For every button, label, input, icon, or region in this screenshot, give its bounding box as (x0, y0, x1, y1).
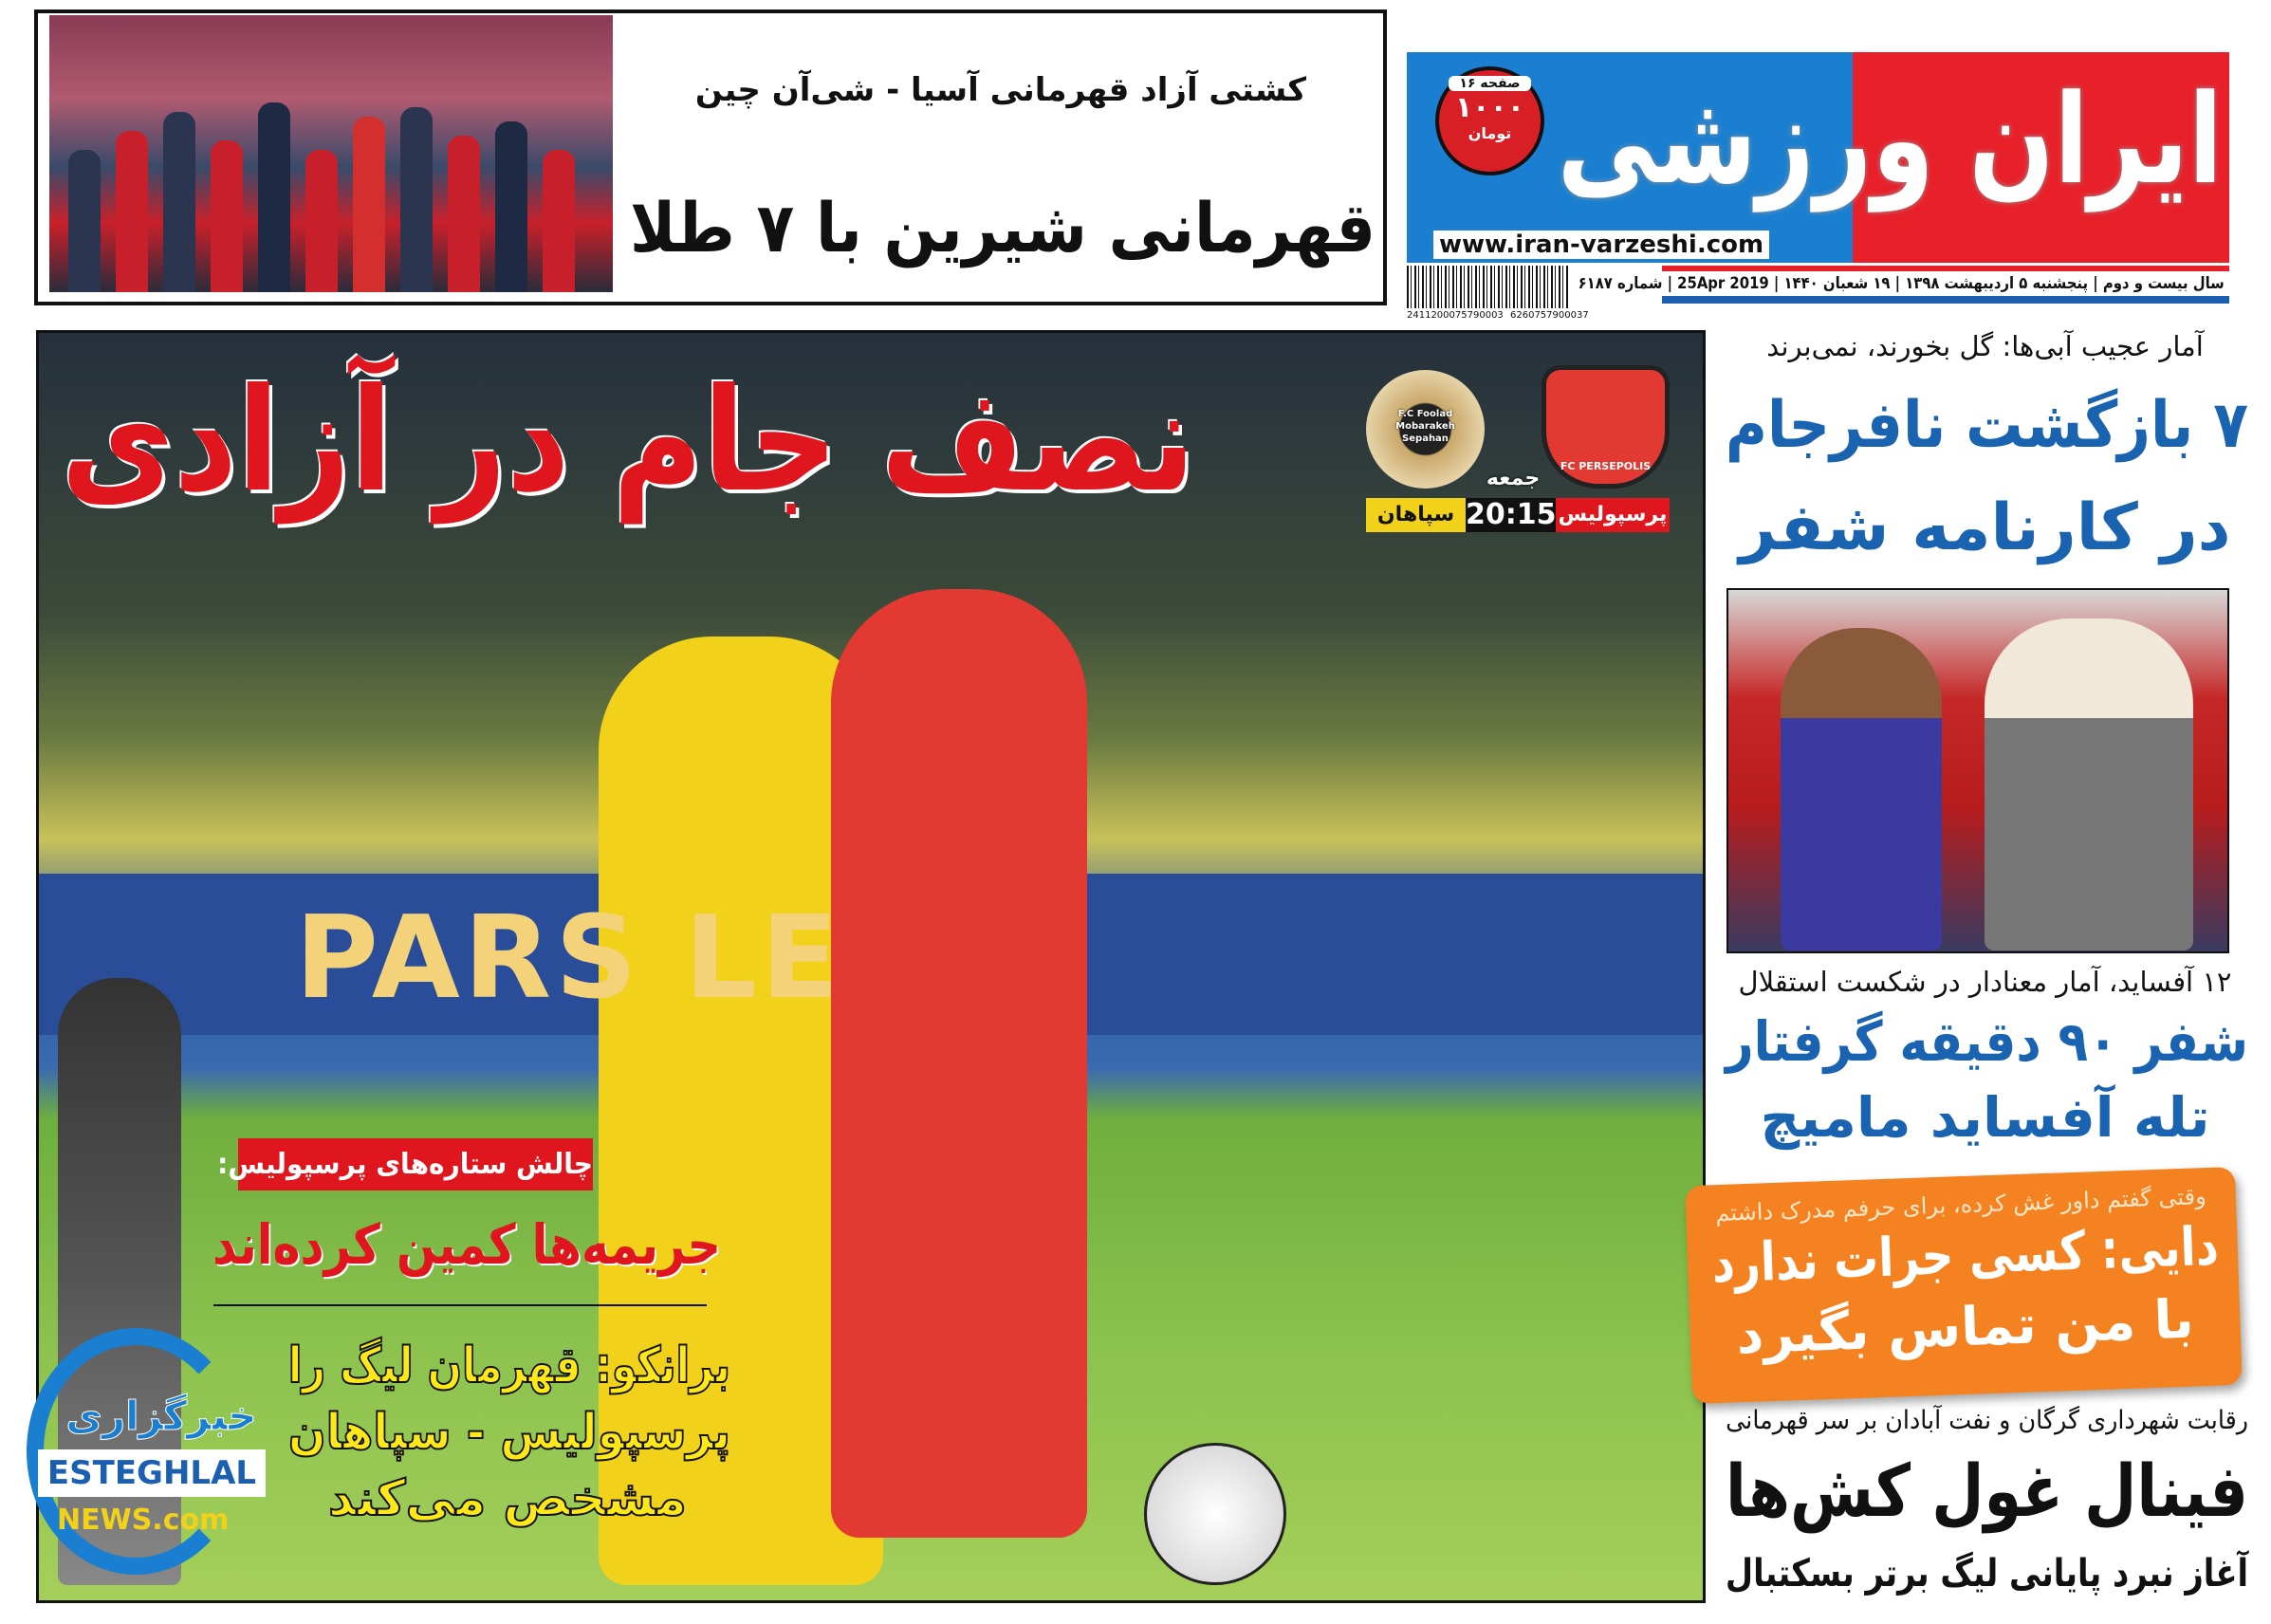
top-story-headline[interactable]: قهرمانی شیرین با ۷ طلا (629, 188, 1376, 268)
branko-quote[interactable]: برانکو: قهرمان لیگ را پرسپولیس - سپاهان مشخص می‌کند (287, 1338, 730, 1527)
watermark-fa: خبرگزاری (65, 1393, 257, 1439)
match-time: 20:15 (1466, 498, 1557, 531)
player-red (831, 589, 1087, 1538)
watermark-en: ESTEGHLAL (38, 1449, 266, 1497)
sidebar-kicker: چالش ستاره‌های پرسپولیس: (238, 1138, 593, 1190)
match-score-bar (1366, 498, 1670, 532)
story2-headline[interactable]: شفر ۹۰ دقیقه گرفتار تله آفساید مامیچ (1725, 1009, 2248, 1150)
story4-headline[interactable]: فینال غول کش‌ها (1725, 1449, 2248, 1533)
price-badge: ۱۶ صفحه ۱۰۰۰ تومان (1435, 66, 1544, 175)
match-day: جمعه (1486, 467, 1541, 490)
story1-kicker: آمار عجیب آبی‌ها: گل بخورند، نمی‌برند (1766, 330, 2204, 362)
masthead-logo[interactable] (1407, 52, 2229, 263)
barcode-number: 6260757900037 (1510, 310, 1589, 321)
sepahan-logo-text: F.C Foolad Mobarakeh Sepahan (1395, 409, 1455, 444)
website-url[interactable]: www.iran-varzeshi.com (1433, 231, 1769, 259)
wrestling-team-photo (49, 15, 613, 292)
away-team: سپاهان (1366, 498, 1466, 532)
top-story-kicker: کشتی آزاد قهرمانی آسیا - شی‌آن چین (694, 71, 1307, 109)
story4-subhead: آغاز نبرد پایانی لیگ برتر بسکتبال (1725, 1552, 2248, 1596)
barcode-number: 2411200075790003 (1407, 310, 1504, 321)
main-headline[interactable]: نصف جام در آزادی (61, 359, 1195, 524)
story4-kicker: رقابت شهرداری گرگان و نفت آبادان بر سر قهرمانی (1726, 1406, 2248, 1435)
football (1144, 1443, 1286, 1585)
story3-box[interactable] (1685, 1167, 2243, 1404)
story3-headline: دایی: کسی جرات ندارد با من تماس بگیرد (1710, 1215, 2220, 1367)
watermark-suffix: NEWS.com (57, 1504, 230, 1537)
dateline: سال بیست و دوم | پنجشنبه ۵ اردیبهشت ۱۳۹۸ | ۱۹ شعبان ۱۴۴۰ | 25Apr 2019 | شماره ۶۱۸۷ (1662, 266, 2229, 304)
sepahan-logo (1366, 370, 1485, 489)
story2-kicker: ۱۲ آفساید، آمار معنادار در شکست استقلال (1738, 966, 2232, 998)
divider (213, 1304, 707, 1306)
sidebar-headline[interactable]: جریمه‌ها کمین کرده‌اند (212, 1212, 722, 1277)
logo-text: ایران ورزشی (1557, 67, 2223, 212)
story3-kicker: وقتی گفتم داور غش کرده، برای حرفم مدرک داشتم (1714, 1183, 2207, 1227)
story1-headline[interactable]: ۷ بازگشت نافرجام در کارنامه شفر (1725, 388, 2248, 565)
persepolis-logo: FC PERSEPOLIS (1542, 365, 1670, 489)
photo-banner: PARS LE (295, 893, 842, 1024)
home-team: پرسپولیس (1556, 498, 1670, 532)
barcode (1407, 266, 1568, 308)
coaches-photo (1726, 588, 2229, 953)
